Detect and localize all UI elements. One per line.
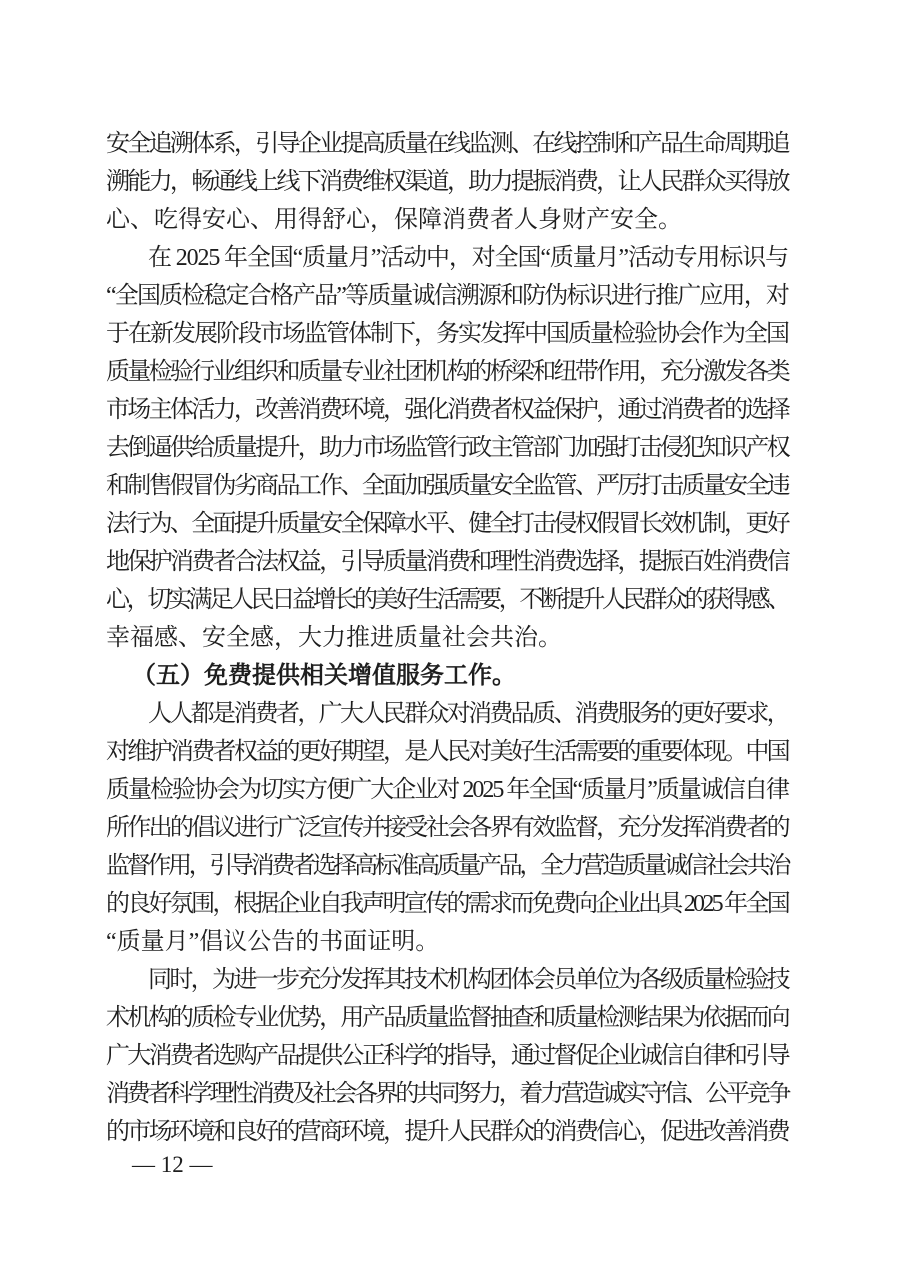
text-line-content: 于在新发展阶段市场监管体制下，务实发挥中国质量检验协会作为全国 xyxy=(106,321,788,347)
text-line xyxy=(106,771,788,809)
section-heading xyxy=(106,657,788,695)
text-line xyxy=(106,277,788,315)
text-line-content: 和制售假冒伪劣商品工作、全面加强质量安全监管、严厉打击质量安全违 xyxy=(106,473,788,499)
text-line xyxy=(106,467,788,505)
text-line xyxy=(106,125,788,163)
text-line xyxy=(106,163,788,201)
text-line xyxy=(106,847,788,885)
text-line xyxy=(106,315,788,353)
paragraph xyxy=(106,239,788,657)
text-line-content: 幸福感、安全感，大力推进质量社会共治。 xyxy=(106,625,562,651)
paragraph xyxy=(106,695,788,961)
text-line-content: 法行为、全面提升质量安全保障水平、健全打击侵权假冒长效机制，更好 xyxy=(106,511,788,537)
text-line-content: 地保护消费者合法权益，引导质量消费和理性消费选择，提振百姓消费信 xyxy=(106,549,788,575)
text-line-content: 所作出的倡议进行广泛宣传并接受社会各界有效监督，充分发挥消费者的 xyxy=(106,815,788,841)
text-line-content: 安全追溯体系，引导企业提高质量在线监测、在线控制和产品生命周期追 xyxy=(106,131,788,157)
text-line xyxy=(106,239,788,277)
text-line xyxy=(106,733,788,771)
text-line-content: 术机构的质检专业优势，用产品质量监督抽查和质量检测结果为依据而向 xyxy=(106,1005,788,1031)
text-column xyxy=(106,125,788,1151)
text-line-content: 人人都是消费者，广大人民群众对消费品质、消费服务的更好要求， xyxy=(148,701,788,727)
text-line xyxy=(106,923,788,961)
text-line-content: 质量检验行业组织和质量专业社团机构的桥梁和纽带作用，充分激发各类 xyxy=(106,359,788,385)
text-line xyxy=(106,353,788,391)
text-line-content: 消费者科学理性消费及社会各界的共同努力，着力营造诚实守信、公平竞争 xyxy=(106,1081,788,1107)
text-line-content: “全国质检稳定合格产品”等质量诚信溯源和防伪标识进行推广应用，对 xyxy=(106,283,788,309)
text-line-content: “质量月”倡议公告的书面证明。 xyxy=(106,929,440,955)
text-line-content: 在 2025 年全国“质量月”活动中，对全国“质量月”活动专用标识与 xyxy=(148,245,788,271)
text-line-content: 心、吃得安心、用得舒心，保障消费者人身财产安全。 xyxy=(106,207,682,233)
text-line xyxy=(106,201,788,239)
text-line-content: 的市场环境和良好的营商环境，提升人民群众的消费信心，促进改善消费 xyxy=(106,1119,788,1145)
text-line xyxy=(106,809,788,847)
paragraph xyxy=(106,125,788,239)
text-line xyxy=(106,1037,788,1075)
text-line-content: 市场主体活力，改善消费环境，强化消费者权益保护，通过消费者的选择 xyxy=(106,397,788,423)
text-line xyxy=(106,657,788,695)
text-line xyxy=(106,961,788,999)
text-line xyxy=(106,429,788,467)
text-line xyxy=(106,505,788,543)
text-line xyxy=(106,695,788,733)
text-line-content: 同时，为进一步充分发挥其技术机构团体会员单位为各级质量检验技 xyxy=(148,967,788,993)
text-line xyxy=(106,581,788,619)
text-line xyxy=(106,1113,788,1151)
text-line xyxy=(106,1075,788,1113)
text-line xyxy=(106,885,788,923)
text-line xyxy=(106,999,788,1037)
text-line xyxy=(106,619,788,657)
text-line-content: 心，切实满足人民日益增长的美好生活需要，不断提升人民群众的获得感、 xyxy=(106,587,788,613)
text-line-content: 质量检验协会为切实方便广大企业对 2025 年全国“质量月”质量诚信自律 xyxy=(106,777,788,803)
text-line-content: 广大消费者选购产品提供公正科学的指导，通过督促企业诚信自律和引导 xyxy=(106,1043,788,1069)
text-line xyxy=(106,391,788,429)
text-line xyxy=(106,543,788,581)
text-line-content: 对维护消费者权益的更好期望，是人民对美好生活需要的重要体现。中国 xyxy=(106,739,788,765)
text-line-content: 溯能力，畅通线上线下消费维权渠道，助力提振消费，让人民群众买得放 xyxy=(106,169,788,195)
text-line-content: 去倒逼供给质量提升，助力市场监管行政主管部门加强打击侵犯知识产权 xyxy=(106,435,788,461)
text-line-content: 的良好氛围，根据企业自我声明宣传的需求而免费向企业出具 2025 年全国 xyxy=(106,891,788,917)
paragraph xyxy=(106,961,788,1151)
text-line-content: （五）免费提供相关增值服务工作。 xyxy=(132,663,516,689)
page-number: — 12 — xyxy=(132,1152,213,1177)
text-line-content: 监督作用，引导消费者选择高标准高质量产品，全力营造质量诚信社会共治 xyxy=(106,853,788,879)
